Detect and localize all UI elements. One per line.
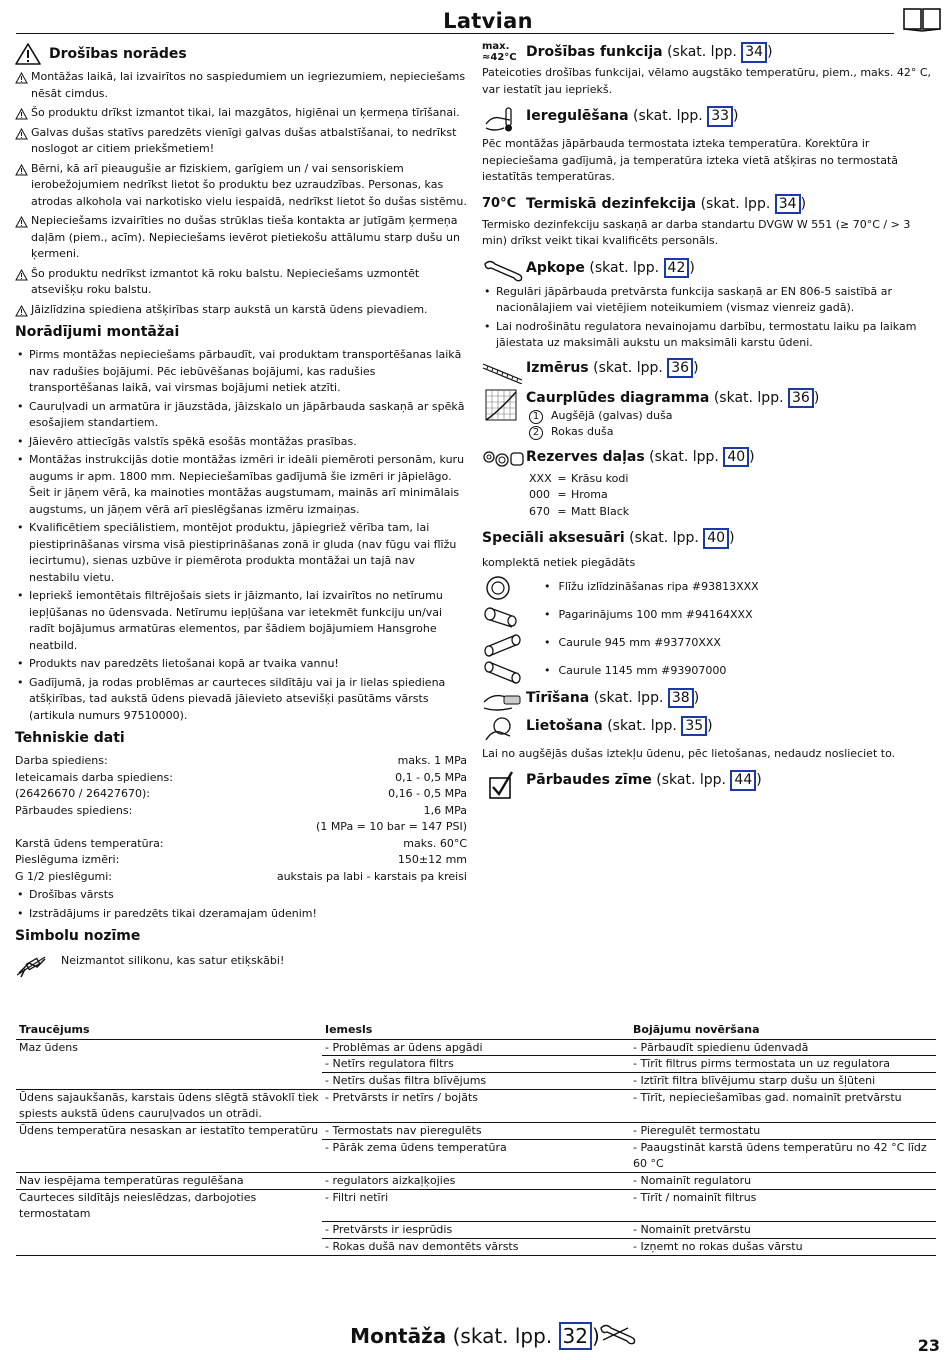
accessories-title: Speciāli aksesuāri (skat. lpp. 40 ): [482, 528, 937, 549]
cell-problem: Ūdens temperatūra nesaskan ar iestatīto temperatūru: [16, 1123, 322, 1140]
table-row: [16, 1189, 936, 1221]
warning-icon: [15, 108, 28, 120]
dimensions-title: Izmērus (skat. lpp. 36 ): [526, 358, 699, 379]
disinfection-title: Termiskā dezinfekcija (skat. lpp. 34 ): [526, 194, 806, 215]
maintenance-section: [482, 258, 937, 352]
silicone-gun-crossed-icon: [15, 953, 49, 979]
cell-fix: - Izņemt no rokas dušas vārstu: [630, 1239, 936, 1256]
left-column: [15, 42, 467, 979]
usage-section: [482, 716, 937, 763]
cell-fix: - Paaugstināt karstā ūdens temperatūru no 42 °C līdz 60 °C: [630, 1140, 936, 1173]
col-header: Traucējums: [16, 1022, 322, 1039]
tech-row: [15, 786, 467, 803]
adjust-title: Ieregulēšana (skat. lpp. 33 ): [526, 106, 739, 127]
open-book-icon: [903, 8, 941, 32]
safety-item: [15, 302, 467, 319]
warning-icon: [15, 216, 28, 228]
bullet: •: [544, 636, 551, 650]
cell-problem: [16, 1056, 322, 1073]
tech-title: Tehniskie dati: [15, 730, 125, 746]
tech-label: Pieslēguma izmēri:: [15, 853, 120, 866]
flow-legend-item: [529, 408, 937, 425]
accessories-section: [482, 528, 937, 686]
col-header: Bojājumu novēršana: [630, 1022, 936, 1039]
pipe-long-icon: [482, 659, 526, 685]
tech-row: [15, 852, 467, 869]
cell-cause: - Rokas dušā nav demontēts vārsts: [322, 1239, 630, 1256]
color-codes: [529, 471, 937, 521]
cell-problem: [16, 1222, 322, 1239]
table-row: [16, 1123, 936, 1140]
safety-item: [15, 161, 467, 211]
tech-bullet: • Izstrādājums ir paredzēts tikai dzeramajam ūdenim!: [15, 906, 467, 923]
accessory-item: [482, 574, 937, 602]
cell-problem: Ūdens sajaukšanās, karstais ūdens slēgtā stāvoklī tiek spiests aukstā ūdens cauruļvados un otrādi.: [16, 1090, 322, 1123]
code-label: Krāsu kodi: [571, 471, 629, 485]
mounting-item: • Jāievēro attiecīgās valstīs spēkā esošās montāžas prasības.: [15, 434, 467, 451]
cell-fix: - Pieregulēt termostatu: [630, 1123, 936, 1140]
extension-icon: [482, 603, 526, 629]
mounting-list: [15, 347, 467, 724]
bullet: •: [544, 664, 551, 678]
tile-ring-icon: [482, 575, 526, 601]
tech-value: maks. 60°C: [403, 836, 467, 850]
warning-icon: [15, 164, 28, 176]
color-code-row: [529, 471, 937, 488]
tech-value: aukstais pa labi - karstais pa kreisi: [276, 869, 467, 883]
table-row: [16, 1173, 936, 1190]
cell-problem: Caurteces sildītājs neieslēdzas, darbojoties termostatam: [16, 1189, 322, 1221]
safety-item-text: Bērni, kā arī pieaugušie ar fiziskiem, garīgiem un / vai sensoriskiem ierobežojumiem nedrīkst lietot šo produktu bez uzraudzības. Personas, kas atrodas alkohola vai narkotisko vielu iespaidā, nedrīkst lietot šo dušas sistēmu.: [31, 161, 467, 208]
table-row: [16, 1039, 936, 1056]
hand-valve-icon: [482, 716, 526, 744]
warning-icon: [15, 128, 28, 140]
wrench-icon: [482, 258, 526, 282]
page-link[interactable]: 33: [707, 106, 733, 127]
mounting-title: Norādījumi montāžai: [15, 324, 180, 340]
flow-title: Caurplūdes diagramma (skat. lpp. 36 ): [526, 388, 819, 409]
code: 000: [529, 488, 550, 501]
safety-heading: [15, 42, 467, 66]
cell-cause: - Problēmas ar ūdens apgādi: [322, 1039, 630, 1056]
temp-70-label: 70°C: [482, 195, 517, 211]
page-link[interactable]: 36: [667, 358, 693, 379]
cell-cause: - Pretvārsts ir netīrs / bojāts: [322, 1090, 630, 1123]
check-section: [482, 770, 937, 800]
legend-label: Rokas duša: [551, 425, 614, 438]
safety-item: [15, 69, 467, 102]
cleaning-hand-icon: [482, 688, 526, 714]
mounting-item: • Produkts nav paredzēts lietošanai kopā ar tvaika vannu!: [15, 656, 467, 673]
tech-value: 150±12 mm: [397, 853, 467, 866]
accessories-note: komplektā netiek piegādāts: [482, 556, 636, 569]
page-link[interactable]: 42: [664, 258, 690, 279]
cell-cause: - Pārāk zema ūdens temperatūra: [322, 1140, 630, 1173]
usage-title: Lietošana (skat. lpp. 35 ): [526, 716, 713, 737]
page-link[interactable]: 35: [681, 716, 707, 737]
legend-number: 2: [529, 426, 543, 440]
warning-icon: [15, 269, 28, 281]
tech-row: [15, 770, 467, 787]
tech-value: 0,16 - 0,5 MPa: [388, 787, 467, 800]
accessory-item: [482, 602, 937, 630]
mounting-item: • Pirms montāžas nepieciešams pārbaudīt, vai produktam transportēšanas laikā nav radušies bojājumi. Pēc iebūvēšanas bojājumi, kas radušies transportēšanas laikā, vai virsmas bojājumi netiek atzīti.: [15, 347, 467, 397]
tech-label: Ieteicamais darba spiediens:: [15, 770, 173, 784]
tech-value: 0,1 - 0,5 MPa: [395, 770, 467, 784]
thermometer-hand-icon: [482, 106, 526, 134]
cell-fix: - Tīrīt, nepieciešamības gad. nomainīt pretvārstu: [630, 1090, 936, 1123]
flow-section: [482, 388, 937, 441]
safety-function-section: [482, 42, 937, 98]
cell-cause: - Netīrs regulatora filtrs: [322, 1056, 630, 1073]
cell-cause: - Filtri netīri: [322, 1189, 630, 1221]
warning-icon: [15, 42, 41, 66]
safety-item-text: Jāizlīdzina spiediena atšķirības starp aukstā un karstā ūdens pievadiem.: [31, 302, 428, 316]
flow-legend: [529, 408, 937, 441]
table-row: [16, 1239, 936, 1256]
code: XXX: [529, 471, 552, 485]
ruler-icon: [482, 358, 526, 384]
tech-row: [15, 869, 467, 886]
spares-title: Rezerves daļas (skat. lpp. 40 ): [526, 447, 755, 468]
safety-function-title: Drošības funkcija (skat. lpp. 34 ): [526, 42, 773, 63]
cell-cause: - Pretvārsts ir iesprūdis: [322, 1222, 630, 1239]
cleaning-section: [482, 688, 937, 714]
accessory-item: [482, 630, 937, 658]
flow-legend-item: [529, 424, 937, 441]
adjust-section: [482, 106, 937, 186]
page-link[interactable]: 34: [741, 42, 767, 63]
safety-item: [15, 266, 467, 299]
safety-title: Drošības norādes: [49, 45, 187, 62]
mounting-item: • Montāžas instrukcijās dotie montāžas izmēri ir ideāli piemēroti personām, kuru augums ir apm. 1800 mm. Nepieciešamības gadījumā šie izmēri ir jāpielāgo. Šeit ir jāņem vērā, ka mainoties montāžas augstumam, mainās arī minimālais augstums, un jāņem vērā arī pieslēgšanas izmēru izmaiņas.: [15, 452, 467, 518]
spares-section: [482, 447, 937, 521]
safety-item-text: Šo produktu drīkst izmantot tikai, lai mazgātos, higiēnai un ķermeņa tīrīšanai.: [31, 106, 460, 119]
code: 670: [529, 504, 550, 518]
page-link[interactable]: 32: [559, 1322, 592, 1350]
tech-bullets: [15, 887, 467, 922]
table-row: [16, 1073, 936, 1090]
page-number: 23: [917, 1336, 940, 1355]
page-link[interactable]: 44: [730, 770, 756, 791]
accessory-label: Caurule 1145 mm #93907000: [558, 664, 727, 678]
cell-fix: - Nomainīt regulatoru: [630, 1173, 936, 1190]
cell-fix: - Iztīrīt filtra blīvējumu starp dušu un šļūteni: [630, 1073, 936, 1090]
cell-cause: - regulators aizkaļķojies: [322, 1173, 630, 1190]
usage-text: Lai no augšējās dušas iztekļu ūdenu, pēc lietošanas, nedaudz noslieciet to.: [482, 746, 896, 760]
accessory-item: [482, 658, 937, 686]
safety-item: [15, 125, 467, 158]
language-title: Latvian: [443, 9, 533, 33]
code-label: Matt Black: [571, 504, 630, 518]
dimensions-section: [482, 358, 937, 384]
page-link[interactable]: 40: [703, 528, 729, 549]
legend-label: Augšējā (galvas) duša: [551, 408, 673, 422]
maintenance-list: [482, 284, 937, 352]
safety-function-text: Pateicoties drošības funkcijai, vēlamo augstāko temperatūru, piem., maks. 42° C, var iestatīt jau iepriekš.: [482, 66, 932, 96]
cell-problem: Maz ūdens: [16, 1039, 322, 1056]
page-link[interactable]: 38: [668, 688, 694, 709]
table-row: [16, 1222, 936, 1239]
tech-label: G 1/2 pieslēgumi:: [15, 869, 113, 883]
symbol-text: Neizmantot silikonu, kas satur etiķskābi!: [61, 954, 285, 967]
symbol-row: [15, 953, 467, 979]
cell-problem: Nav iespējama temperatūras regulēšana: [16, 1173, 322, 1190]
tech-bullet: • Drošības vārsts: [15, 887, 467, 904]
tech-row: [15, 819, 467, 836]
mounting-item: • Cauruļvadi un armatūra ir jāuzstāda, jāizskalo un jāpārbauda saskaņā ar spēkā esošajiem standartiem.: [15, 399, 467, 432]
symbols-title: Simbolu nozīme: [15, 928, 141, 944]
right-column: [482, 42, 937, 800]
tech-row: [15, 803, 467, 820]
legend-number: 1: [529, 410, 543, 424]
safety-item: [15, 213, 467, 263]
cell-fix: - Tīrīt / nomainīt filtrus: [630, 1189, 936, 1221]
tech-label: Pārbaudes spiediens:: [15, 803, 133, 817]
pipe-icon: [482, 631, 526, 657]
mounting-item: • Gadījumā, ja rodas problēmas ar caurteces sildītāju vai ja ir lielas spiediena atšķirības, tad aukstā ūdens pievadā jāievieto atsevišķi pasūtāms vārsts (artikula numurs 97510000).: [15, 675, 467, 725]
warning-icon: [15, 72, 28, 84]
accessory-label: Caurule 945 mm #93770XXX: [558, 636, 721, 650]
cell-fix: - Pārbaudīt spiedienu ūdenvadā: [630, 1039, 936, 1056]
mounting-item: • Kvalificētiem speciālistiem, montējot produktu, jāpiegriež vērība tam, lai piestiprināšanas virsma visā piestiprināšanas zonā ir gluda (nav fūgu vai flīžu iecirtumu), sienas uzbūve ir piemērota produkta montāžai un tajā nav nestabilu vietu.: [15, 520, 467, 586]
maintenance-title: Apkope (skat. lpp. 42 ): [526, 258, 695, 279]
maintenance-item: • Lai nodrošinātu regulatora nevainojamu darbību, termostatu laiku pa laikam jāiestata uz maksimāli aukstu un maksimāli karstu ūdeni.: [482, 319, 937, 352]
table-row: [16, 1090, 936, 1123]
max-temp-label: max. ≈42°C: [482, 41, 517, 63]
cell-cause: - Termostats nav pieregulēts: [322, 1123, 630, 1140]
accessory-label: Flīžu izlīdzināšanas ripa #93813XXX: [558, 580, 759, 594]
safety-item-text: Montāžas laikā, lai izvairītos no saspiedumiem un iegriezumiem, nepieciešams nēsāt cimdus.: [31, 70, 466, 100]
bullet: •: [544, 608, 551, 622]
equals: =: [557, 488, 567, 501]
safety-item-text: Galvas dušas statīvs paredzēts vienīgi galvas dušas atbalstīšanai, to nedrīkst noslogot ar citiem priekšmetiem!: [31, 125, 457, 155]
table-row: [16, 1056, 936, 1073]
accessory-label: Pagarinājums 100 mm #94164XXX: [558, 608, 753, 622]
tech-label: (26426670 / 26427670):: [15, 787, 150, 800]
cell-problem: [16, 1140, 322, 1173]
warning-icon: [15, 305, 28, 317]
header-rule: [16, 33, 894, 34]
cell-fix: - Tīrīt filtrus pirms termostata un uz regulatora: [630, 1056, 936, 1073]
safety-item-text: Nepieciešams izvairīties no dušas strūklas tieša kontakta ar jutīgām ķermeņa daļām (piem., acīm). Nepieciešams ievērot pietiekošu attālumu starp dušu un ķermeni.: [31, 214, 460, 260]
tech-label: Darba spiediens:: [15, 754, 108, 767]
tech-value: (1 MPa = 10 bar = 147 PSI): [316, 820, 467, 833]
cell-cause: - Netīrs dušas filtra blīvējums: [322, 1073, 630, 1090]
table-row: [16, 1140, 936, 1173]
page-link[interactable]: 36: [788, 388, 814, 409]
col-header: Iemesls: [322, 1022, 630, 1039]
color-code-row: [529, 487, 937, 504]
footer-mounting-ref: Montāža (skat. lpp. 32 ): [350, 1324, 600, 1348]
flow-chart-icon: [482, 388, 526, 422]
tech-table: [15, 753, 467, 885]
accessories-list: [482, 574, 937, 686]
check-title: Pārbaudes zīme (skat. lpp. 44 ): [526, 770, 762, 791]
cleaning-title: Tīrīšana (skat. lpp. 38 ): [526, 688, 699, 709]
tech-row: [15, 836, 467, 853]
page-link[interactable]: 34: [775, 194, 801, 215]
troubleshooting-table: [16, 1022, 936, 1256]
maintenance-item: • Regulāri jāpārbauda pretvārsta funkcija saskaņā ar EN 806-5 saistībā ar nacionālajiem vai vietējiem noteikumiem (vismaz vienreiz gadā).: [482, 284, 937, 317]
checkmark-box-icon: [482, 770, 526, 800]
adjust-text: Pēc montāžas jāpārbauda termostata izteka temperatūra. Korektūra ir nepieciešama gadījumā, ja temperatūra izteka vietā atšķiras no termostatā iestatītās temperatūras.: [482, 137, 899, 183]
safety-item-text: Šo produktu nedrīkst izmantot kā roku balstu. Nepieciešams uzmontēt atsevišķu roku balstu.: [31, 266, 420, 296]
tech-row: [15, 753, 467, 770]
cell-problem: [16, 1073, 322, 1090]
page-link[interactable]: 40: [723, 447, 749, 468]
tech-value: maks. 1 MPa: [397, 754, 467, 767]
spare-parts-icon: [482, 447, 526, 471]
wrench-icon: [598, 1322, 638, 1346]
disinfection-section: [482, 194, 937, 250]
equals: =: [557, 471, 567, 485]
bullet: •: [544, 580, 551, 594]
cell-fix: - Nomainīt pretvārstu: [630, 1222, 936, 1239]
code-label: Hroma: [571, 488, 608, 501]
color-code-row: [529, 504, 937, 521]
tech-value: 1,6 MPa: [423, 803, 467, 817]
equals: =: [557, 504, 567, 518]
disinfection-text: Termisko dezinfekciju saskaņā ar darba standartu DVGW W 551 (≥ 70°C / > 3 min) drīkst veikt tikai kvalificēts personāls.: [482, 217, 911, 247]
safety-list: [15, 69, 467, 318]
safety-item: [15, 105, 467, 122]
tech-label: Karstā ūdens temperatūra:: [15, 836, 164, 850]
cell-problem: [16, 1239, 322, 1256]
mounting-item: • Iepriekš iemontētais filtrējošais siets ir jāizmanto, lai izvairītos no netīrumu iepļūšanas no ūdensvada. Netīrumu iepļūšana var ietekmēt funkciju un/vai radīt bojājumus armatūras elementos, par šādiem bojājumiem Hansgrohe neatbild.: [15, 588, 467, 654]
